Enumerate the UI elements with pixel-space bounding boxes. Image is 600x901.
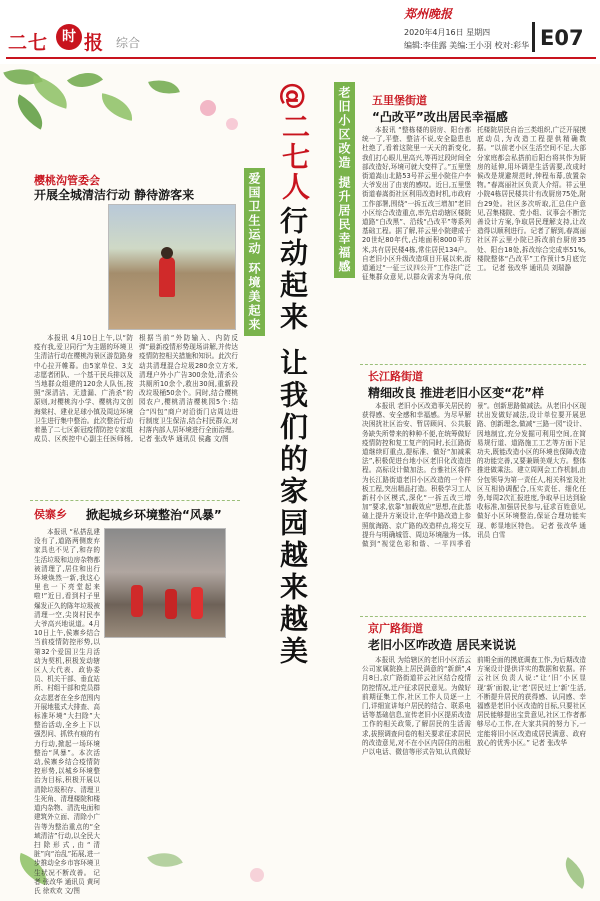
article-dept: 樱桃沟管委会 <box>34 174 100 187</box>
leaf-icon <box>147 845 183 876</box>
section-label: 综合 <box>116 36 141 50</box>
section-divider <box>360 616 586 617</box>
header-rule <box>6 57 596 59</box>
article-body: 本报讯 为给辖区的老旧小区活云公司家属院换上居民满意的“新颜”,4月8日,京广路街道祥云社区结合疫情防控情况,迁户征求居民意见。为做好前期征集工作,社区工作人员逐一上门,详细宣讲每户居民的结合、联系电话等基础信息,宣传老旧小区提质改造工作的相关政策,了解居民的生活需求,拔照调查问卷的相关要求征求居民的改造意见,对不在小区内居住的出租户以电话、微信等形式告知,认真做好前期全面的摸底调查工作,为后期改造方案设计提供详实的数据和依据。祥云社区负责人说:“让‘旧’小区显现‘新’面貌,让‘老’居民过上‘新’生活,不断提升居民的获得感、认同感、幸福感是老旧小区改造的目标,只要社区居民能够提出宝贵意见,社区工作者都够尽心工作,在大家共同的努力下,一定能将旧小区改造成居民满意、政府放心的优秀小区。” 记者 张改华 <box>362 656 586 757</box>
article-title: 掀起城乡环境整治“风暴” <box>86 508 222 522</box>
page-divider <box>532 22 535 52</box>
article-title: 精细改良 推进老旧小区变“花”样 <box>368 386 544 400</box>
article-dept: 五里堡街道 <box>372 94 427 107</box>
article-body: 本报讯 老旧小区改造事关居民的获得感、安全感和幸福感。为尽早解决困扰社区治安、暂居顾问、公共服务缺失所带来的种种不便,在统筹做好疫情防控和复工复产的同时,长江路街道继续盯重点,提标准、做好“加减乘法”,积极促进台地小区老旧化改造进程。高标设计做加法。台雅社区将作为长江路街道老旧小区改造的一个样板工程,突出精品打造。积极学习工人新村小区模式,深化“一拆五改三增加”要求,依靠“加载效应”思想,在此基础上提升方案设计,在华中路改造上参照航海路、京广路的改造样点,将交互提升与明确城管、周边环境融为一体,做到“视觉色彩和谐、一平四季看景”。创新思路做减法。从老旧小区现状出发做好减法,设计单位要开展思路、创新理念,做减“三路一园”设计、因地制宜,充分发掘可利用空间,在简易规行道、道路施工工艺等方面下足功夫,既能改造小区的环境也保障改造的功能完善,又要兼顾美观大方。整体推进做乘法。建立周网会工作机制,由分包领导为第一责任人,相关科室及社区互相协调配合,压实责任、细化任务,每周2次汇报进度,争取早日达到验收标准,加强居民参与,征求百姓意见,做好小区环境整治,保证合理功能实现、彰显地区特色。 记者 张改华 通讯员 白雪 <box>362 402 586 549</box>
issue-date: 2020年4月16日 星期四 <box>404 28 491 37</box>
worker-figure <box>165 589 177 619</box>
article-title: 开展全城清洁行动 静待游客来 <box>34 188 195 202</box>
article-body: 本报讯 4月10日上午,以“防疫有我,爱卫同行”为主题的环境卫生清洁行动在樱桃沟景区游览路身中心拉开帷幕。由5家单位、3支志愿者团队、一个基干民兵排以及当地群众组建的120余人队伍,按照“深清洁、无遗漏、广消杀”的原则,对樱桃沟小学、樱桃沟文创海棠村、建业足球小镇及周边环境卫生进行集中整治。此次整治行动着墨了二七区新冠疫情防控专家组成员、区疾控中心副主任医师杨,根据当前“外防输入、内防反弹”最新疫情形势现场讲解,并传达疫情防控相关措施和知识。此次行动共清理混合垃圾280余立方米,清理户外小广告300余处,清杀公共厕所10余个,救出30间,重新段改垃圾桶50余个。同时,结合樱桃园农户,樱桃清洁樱桃园5个:结合“四包”商户对沿街门店周边进行制度卫生保洁,结合村民群众,对村落内部人居环境进行全面治理。 记者 张改华 通讯员 侯鑫 文/图 <box>34 334 238 444</box>
article-dept: 长江路街道 <box>368 370 423 383</box>
masthead-name-suffix: 报 <box>84 32 104 54</box>
leaf-icon <box>558 857 593 889</box>
leaf-icon <box>98 93 135 121</box>
headline-main: 行动起来 让我们的家园越来越美 <box>276 206 309 668</box>
cleanup-photo <box>108 204 236 330</box>
flower-icon <box>226 118 238 130</box>
newspaper-logo: 郑州晚报 <box>404 7 453 21</box>
volunteer-figure <box>159 257 175 297</box>
editor-credits: 编辑:李佳露 美编:王小羽 校对:彩华 <box>404 41 530 50</box>
leaf-icon <box>148 75 180 100</box>
volunteer-head <box>161 247 173 259</box>
page-number: E07 <box>540 26 584 50</box>
leaf-icon <box>67 63 103 97</box>
section-label-right: 老旧小区改造 提升居民幸福感 <box>334 82 355 278</box>
section-divider <box>30 500 240 501</box>
masthead-name: 二七 <box>8 32 49 54</box>
flower-icon <box>250 868 264 882</box>
flower-icon <box>200 100 216 116</box>
article-title: “凸改平”改出居民幸福感 <box>372 110 508 124</box>
article-title: 老旧小区咋改造 居民来说说 <box>368 638 517 652</box>
village-cleanup-photo <box>104 528 226 638</box>
worker-figure <box>131 585 143 617</box>
leaf-icon <box>9 94 50 129</box>
article-dept: 侯寨乡 <box>34 508 67 521</box>
article-dept: 京广路街道 <box>368 622 423 635</box>
masthead <box>0 0 600 64</box>
article-body-continued <box>104 642 238 728</box>
article-body: 本报讯 “私搭乱建没有了,道路两侧废弃家具也不见了,和存的生活垃圾和边房杂物都被清理了,居住和出行环境焕然一新,我这心里也一下亮堂起来啦!”近日,看到村子里爆发正久的陈年垃圾被清理一空,尖岗村民李大爷高兴地说道。4月10日上午,侯寨乡结合当前疫情防控形势,以第32个爱国卫生月活动为契机,积极发动辖区人大代表、政协委员、机关干部、垂直站所、村组干部和党员群众志愿者在全乡范围内开展地毯式大排查、高标准环境“大扫除”大整治活动,全乡上下以强烈问、抓铁有痕的有力行动,掀起一场环境整治“风暴”。本次活动,侯寨乡结合疫情防控形势,以城乡环境整治为目标,积极开展以清除垃圾积存、清理卫生死角、清理楼院和楼道内杂物、清洗电面和建筑外立面、清除小广告等为整治重点的“全域清洁”行动,以全民大扫除形式,由“清脏”向“治乱”拓展,进一步推动全乡市容环境卫生状况不断改善。 记者 张改华 通讯员 黄珂氏 徐欢欢 文/图 <box>34 528 100 895</box>
worker-figure <box>191 587 203 619</box>
masthead-badge: 时 <box>56 24 82 50</box>
article-body: 本报讯 “整栋楼的厨房、阳台都统一了,平整、整洁不说,安全隐患也杜绝了,看着这院里一天天的新变化,我们打心眼儿里高兴,等再过段时间全部改造好,环境可就大变样了。”五里堡街道嵩山北路53号祥云里小院住户李大爷发出了由衷的感叹。近日,五里堡街道春嵩街社区利用改造时机,市政府工作部署,围绕“一拆五改三增加”老旧小区综合改造重点,率先启动辖区楼院道路“白改黑”、沿线“凸改平”等系列基础工程。据了解,祥云里小院建成于20世纪80年代,占地面积8000平方米,共有居民楼4栋,常住居民134户。自老旧小区升级改造项目开展以来,街道通过“一征三议四公开”工作法广泛征集群众意见,以群众需求为导向,依托楼院居民自治三类组织,广泛开展摸底动员,为改造工程提供精确数据。“以前老小区生活空间不足,大部分家庭都会私搭前后阳台将其作为厨房的延伸,用坏调是生活需要,改成时候改是规避规范时,钟程布幕,放置杂物。”春嵩丽社区负责人介绍。祥云里小院4栋居民楼共计有改厨房75处,附台29处。社区多次听取,汇总住户意见,召集楼院、党小组、议事会不断完善设计方案,争取居民理解支持,让改造得以顺利进行。记者了解到,春嵩丽社区祥云里小院已拆改前台厨房35处、阳台18处,拆改综合完成率51%,楼院整体“凸改平”工作预计5月底完工。 记者 张改华 通讯员 刘瑞静 <box>362 126 586 282</box>
section-divider <box>360 364 586 365</box>
section-label-left: 爱国卫生运动 环境美起来 <box>244 168 265 336</box>
leaf-icon <box>28 75 73 109</box>
headline-at-line: @二七人 <box>278 82 311 202</box>
main-headline <box>268 82 312 682</box>
